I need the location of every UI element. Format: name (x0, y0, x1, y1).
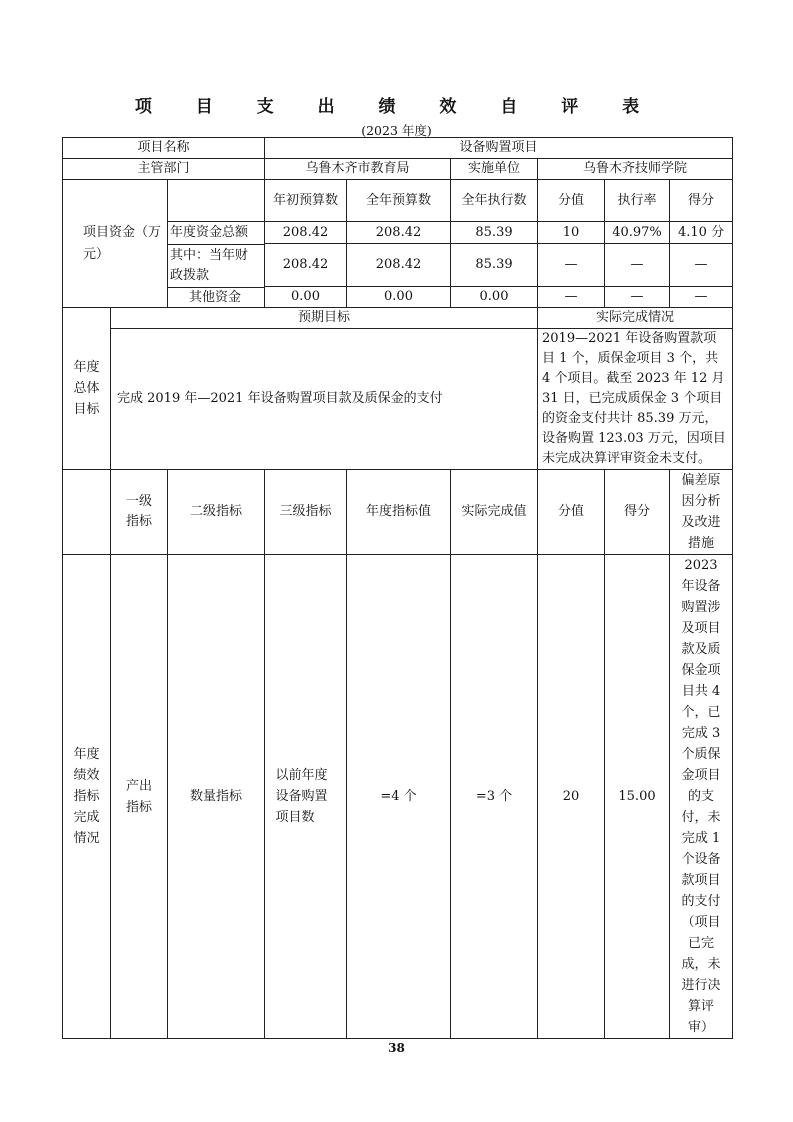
document-subtitle: (2023 年度) (361, 123, 432, 138)
department-label: 主管部门 (63, 159, 265, 180)
actual-status-text: 2019—2021 年设备购置款项目 1 个，质保金项目 3 个，共 4 个项目。截至 2023 年 12 月 31 日，已完成质保金 3 个项目的资金支付共计 85.39 万元，设备购置 123.03 万元，因项目未完成决算评审资金未支付。 (538, 329, 733, 470)
row-project-name (63, 138, 733, 159)
funds-header-3: 分值 (538, 180, 605, 222)
indicator-header-0 (111, 470, 168, 555)
indicator-deviation-text: 2023 年设备购置涉及项目款及质保金项目共 4 个，已完成 3 个质保金项目的支付，未完成 1 个设备款项目的支付（项目已完成，未进行决算评审） (681, 558, 721, 1035)
indicator-header-4: 实际完成值 (451, 470, 538, 555)
funds-cell: 0.00 (347, 287, 451, 308)
indicator-level2: 数量指标 (168, 555, 265, 1039)
indicator-score-value: 20 (538, 555, 605, 1039)
funds-cell: 0.00 (451, 287, 538, 308)
indicator-header-2: 三级指标 (265, 470, 347, 555)
indicator-header-6: 得分 (605, 470, 670, 555)
funds-cell: 40.97% (605, 222, 670, 244)
indicator-header-1: 二级指标 (168, 470, 265, 555)
row-goal-header (63, 308, 733, 329)
funds-cell: — (670, 244, 733, 287)
indicator-level3-text: 以前年度设备购置项目数 (275, 768, 328, 825)
funds-cell: — (605, 244, 670, 287)
funds-sublabel-fiscal: 其中：当年财政拨款 (170, 246, 260, 286)
indicator-score: 15.00 (605, 555, 670, 1039)
project-name-value: 设备购置项目 (265, 138, 733, 159)
indicator-header-7-text: 偏差原因分析及改进措施 (681, 473, 721, 551)
department-value: 乌鲁木齐市教育局 (265, 159, 451, 180)
indicator-header-3: 年度指标值 (347, 470, 451, 555)
funds-header-5: 得分 (670, 180, 733, 222)
indicator-header-blank (63, 470, 111, 555)
funds-cell: 4.10 分 (670, 222, 733, 244)
funds-sublabel-total: 年度资金总额 (170, 223, 264, 243)
indicator-deviation (670, 555, 733, 1039)
actual-status-label: 实际完成情况 (538, 308, 733, 329)
funds-cell: 208.42 (265, 244, 347, 287)
row-indicator-header (63, 470, 733, 555)
impl-unit-label: 实施单位 (451, 159, 538, 180)
indicator-level1-text: 产出指标 (125, 778, 152, 815)
indicator-header-5: 分值 (538, 470, 605, 555)
funds-cell: 0.00 (265, 287, 347, 308)
row-department (63, 159, 733, 180)
indicator-header-7 (670, 470, 733, 555)
funds-cell: 85.39 (451, 244, 538, 287)
funds-header-0: 年初预算数 (265, 180, 347, 222)
row-indicator-output (63, 555, 733, 1039)
performance-label-text: 年度绩效指标完成情况 (73, 747, 100, 846)
funds-cell: 208.42 (347, 244, 451, 287)
funds-header-1: 全年预算数 (347, 180, 451, 222)
indicator-level1 (111, 555, 168, 1039)
funds-cell: — (538, 287, 605, 308)
expected-goal-label: 预期目标 (111, 308, 538, 329)
funds-header-4: 执行率 (605, 180, 670, 222)
page-number: 38 (388, 1041, 405, 1055)
expected-goal-text: 完成 2019 年—2021 年设备购置项目款及质保金的支付 (111, 329, 538, 470)
document-title: 项 目 支 出 绩 效 自 评 表 (134, 97, 659, 117)
indicator-target: =4 个 (347, 555, 451, 1039)
funds-cell: 10 (538, 222, 605, 244)
impl-unit-value: 乌鲁木齐技师学院 (538, 159, 733, 180)
funds-cell: — (670, 287, 733, 308)
funds-cell: 85.39 (451, 222, 538, 244)
indicator-level3 (265, 555, 347, 1039)
row-goal-content (63, 329, 733, 470)
funds-sublabel-other: 其他资金 (168, 289, 262, 307)
self-evaluation-table (62, 137, 733, 1039)
funds-cell: — (538, 244, 605, 287)
annual-goal-text: 年度总体目标 (73, 360, 100, 417)
indicator-header-0-text: 一级指标 (125, 494, 152, 529)
row-funds-header (63, 180, 733, 222)
funds-cell: 208.42 (265, 222, 347, 244)
funds-header-2: 全年执行数 (451, 180, 538, 222)
funds-cell: — (605, 287, 670, 308)
indicator-actual: =3 个 (451, 555, 538, 1039)
project-name-label: 项目名称 (63, 138, 265, 159)
annual-goal-label (63, 308, 111, 470)
funds-label (63, 180, 265, 308)
funds-label-text: 项目资金（万元） (83, 224, 162, 262)
performance-label (63, 555, 111, 1039)
funds-cell: 208.42 (347, 222, 451, 244)
